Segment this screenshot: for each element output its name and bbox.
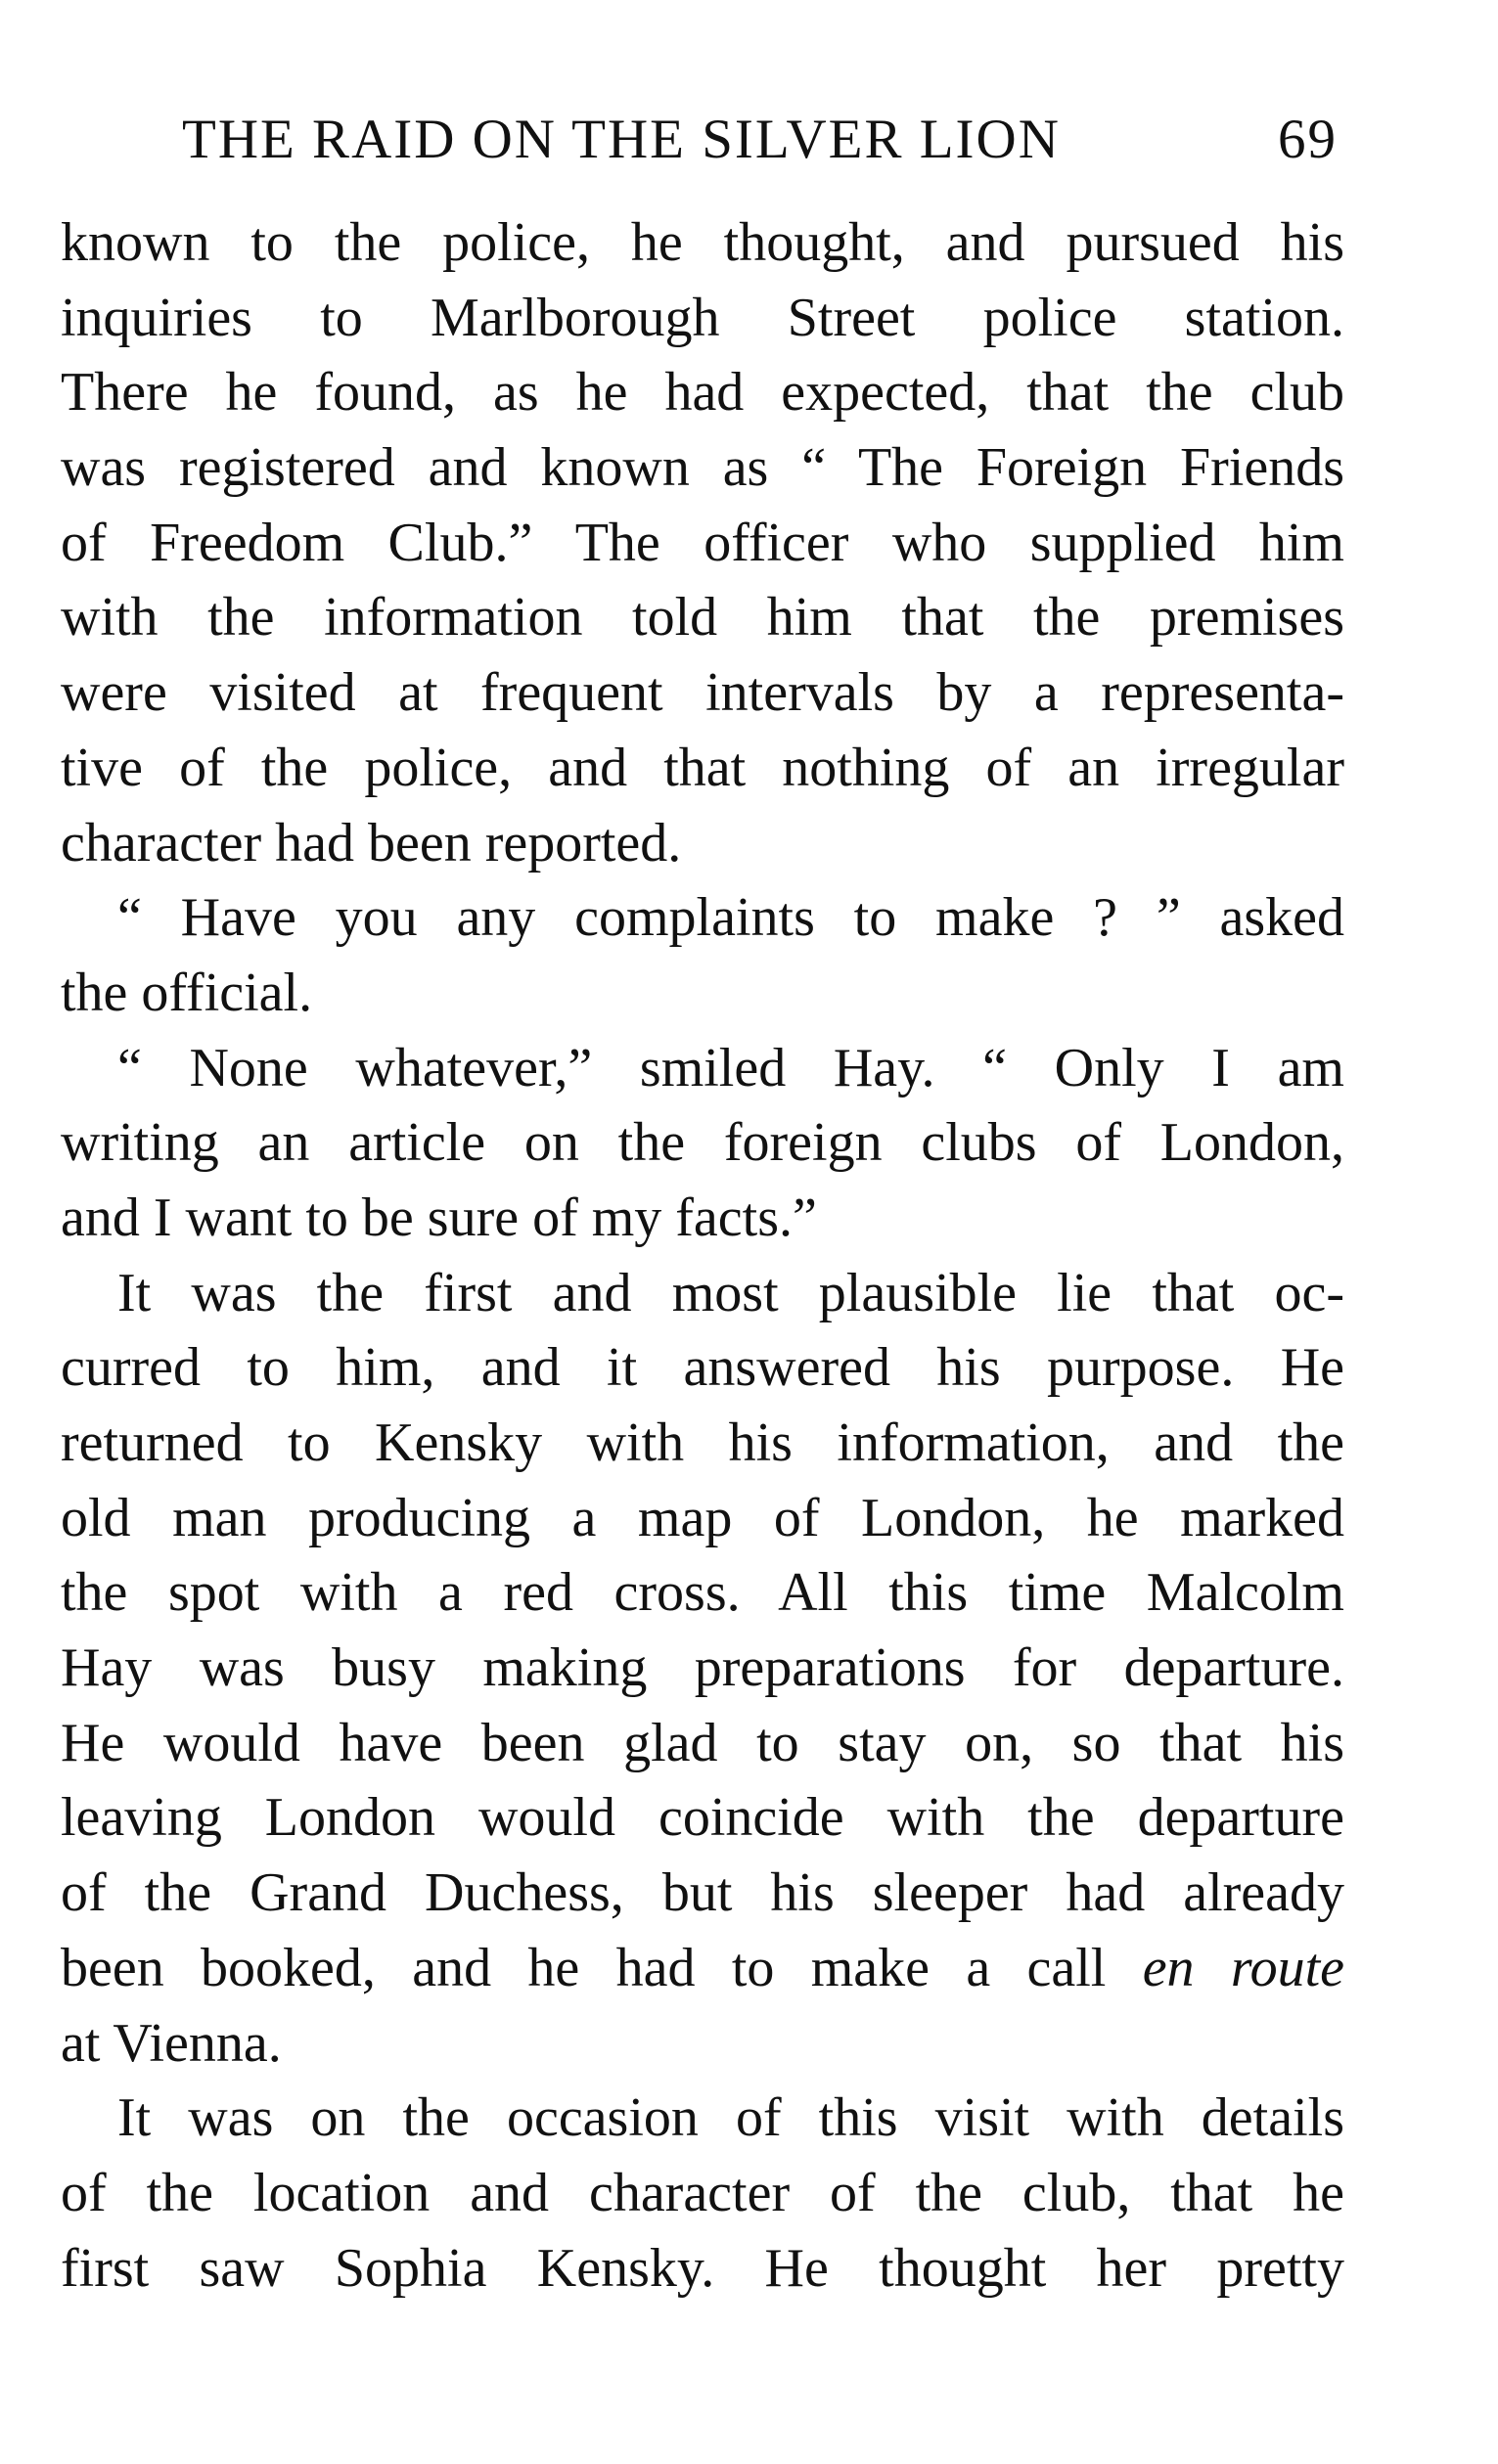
text-line: tive of the police, and that nothing of an irregular	[61, 737, 1344, 798]
text-line: and I want to be sure of my facts.”	[61, 1187, 817, 1248]
text-line: “ None whatever,” smiled Hay. “ Only I am	[117, 1037, 1344, 1098]
text-line: character had been reported.	[61, 812, 682, 874]
text-line: of the Grand Duchess, but his sleeper had already	[61, 1862, 1344, 1924]
text-line: There he found, as he had expected, that the club	[61, 362, 1344, 424]
text-line: inquiries to Marlborough Street police station.	[61, 287, 1344, 348]
text-line: leaving London would coincide with the departure	[61, 1787, 1344, 1849]
text-line: the official.	[61, 962, 313, 1023]
text-line: He would have been glad to stay on, so that his	[61, 1712, 1344, 1773]
text-line: writing an article on the foreign clubs of London,	[61, 1112, 1344, 1174]
text-line: Hay was busy making preparations for departure.	[61, 1637, 1344, 1699]
text-line: with the information told him that the premises	[61, 587, 1344, 649]
text-line: returned to Kensky with his information, and the	[61, 1412, 1344, 1473]
italic-phrase: en route	[1142, 1937, 1345, 1998]
text-line: old man producing a map of London, he marked	[61, 1487, 1344, 1548]
text-line: were visited at frequent intervals by a representa-	[61, 662, 1344, 724]
text-line: It was on the occasion of this visit with details	[117, 2087, 1344, 2149]
text-line: at Vienna.	[61, 2012, 282, 2074]
text-line: the spot with a red cross. All this time Malcolm	[61, 1562, 1344, 1624]
text-line: of the location and character of the club, that he	[61, 2162, 1344, 2223]
body-text	[61, 205, 1344, 2306]
text-line: curred to him, and it answered his purpose. He	[61, 1337, 1344, 1399]
text-line: “ Have you any complaints to make ? ” asked	[117, 887, 1344, 949]
text-line: was registered and known as “ The Foreign Friends	[61, 437, 1344, 499]
text-fragment: been booked, and he had to make a call	[61, 1937, 1107, 1998]
text-line: known to the police, he thought, and pursued his	[61, 212, 1344, 273]
text-line	[61, 1931, 1344, 2006]
text-line: first saw Sophia Kensky. He thought her pretty	[61, 2237, 1344, 2299]
text-line: It was the first and most plausible lie that oc-	[117, 1262, 1344, 1323]
page-number: 69	[1278, 109, 1338, 170]
running-title: THE RAID ON THE SILVER LION	[182, 109, 1061, 170]
text-line: of Freedom Club.” The officer who supplied him	[61, 512, 1344, 573]
page-header	[182, 106, 1356, 174]
